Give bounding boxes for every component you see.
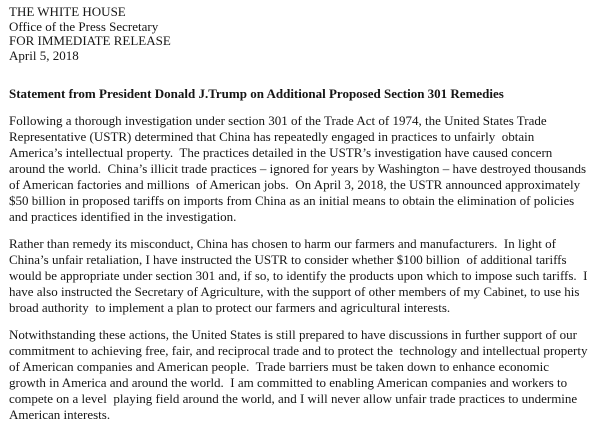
paragraph-commitment: Notwithstanding these actions, the United States is still prepared to have discussions in further support of our commitment to achieving free, fair, and reciprocal trade and to protect the technology and intellectual property of American companies and American people. Trade barriers must be taken down to enhance economic growth in America and around the world. I am committed to enabling American companies and workers to compete on a level playing field around the world, and I will never allow unfair trade practices to undermine American interests. — [9, 327, 591, 422]
office-line: Office of the Press Secretary — [9, 18, 159, 34]
paragraph-retaliation: Rather than remedy its misconduct, China has chosen to harm our farmers and manufacturers. In light of China’s unfair retaliation, I have instructed the USTR to consider whether $100 billion of additional tariffs would be appropriate under section 301 and, if so, to identify the products upon which to impose such tariffs. I have also instructed the Secretary of Agriculture, with the support of other members of my Cabinet, to use his broad authority to implement a plan to protect our farmers and agricultural interests. — [9, 236, 591, 315]
release-line: FOR IMMEDIATE RELEASE — [9, 33, 171, 48]
document-header — [9, 5, 588, 63]
organization-name: THE WHITE HOUSE — [9, 4, 126, 19]
date-line: April 5, 2018 — [9, 47, 79, 63]
paragraph-investigation: Following a thorough investigation under section 301 of the Trade Act of 1974, the United States Trade Representative (USTR) determined that China has repeatedly engaged in practices to unfairly obtain America’s intellectual property. The practices detailed in the USTR’s investigation have caused concern around the world. China’s illicit trade practices – ignored for years by Washington – have destroyed thousands of American factories and millions of American jobs. On April 3, 2018, the USTR announced approximately $50 billion in proposed tariffs on imports from China as an initial means to obtain the elimination of policies and practices identified in the investigation. — [9, 113, 590, 224]
statement-title: Statement from President Donald J.Trump on Additional Proposed Section 301 Remedies — [9, 86, 504, 101]
